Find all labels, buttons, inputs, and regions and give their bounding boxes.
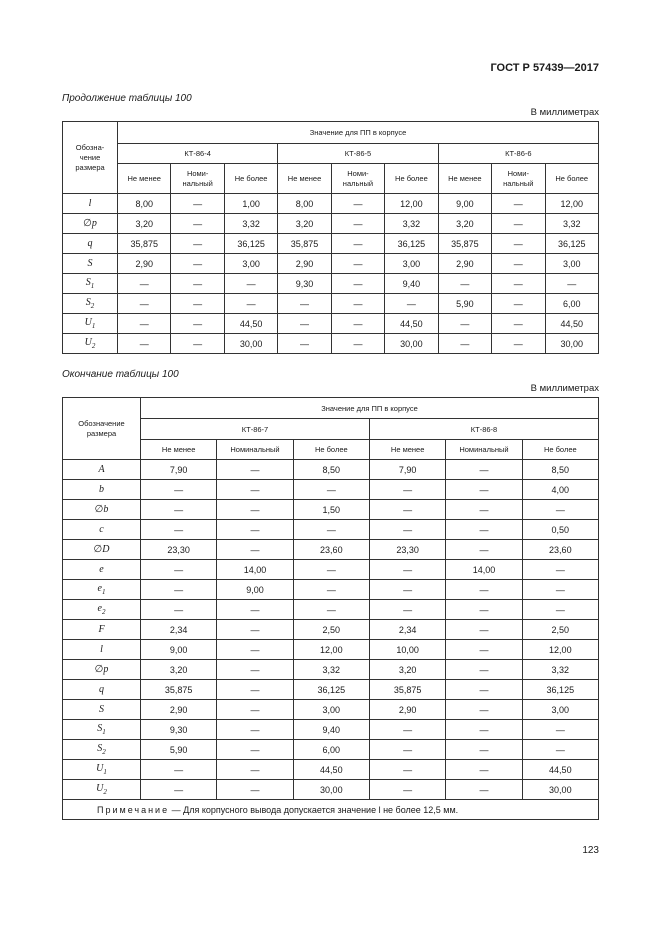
parameter-name: [63, 254, 118, 274]
table-cell: 2,50: [293, 620, 369, 640]
table-row: [63, 480, 599, 500]
table-cell: —: [217, 700, 293, 720]
table-cell: 35,875: [118, 234, 171, 254]
table-row: [63, 214, 599, 234]
page-number: 123: [582, 845, 599, 856]
table-row: [63, 640, 599, 660]
table-cell: —: [492, 194, 545, 214]
table-cell: 35,875: [141, 680, 217, 700]
parameter-symbol: S: [99, 704, 104, 715]
parameter-subscript: 1: [101, 588, 106, 596]
parameter-symbol: q: [99, 684, 104, 695]
table-cell: 23,60: [522, 540, 598, 560]
table-row: [63, 580, 599, 600]
table-cell: 3,20: [118, 214, 171, 234]
table-cell: —: [492, 214, 545, 234]
parameter-name: [63, 620, 141, 640]
parameter-subscript: 2: [101, 608, 106, 616]
table-cell: —: [446, 620, 522, 640]
table-row: [63, 314, 599, 334]
table-cell: 9,40: [385, 274, 438, 294]
parameter-symbol: U: [84, 317, 92, 328]
table-cell: —: [293, 480, 369, 500]
diameter-symbol: ∅: [94, 504, 104, 515]
table-row: [63, 780, 599, 800]
table-cell: 2,34: [141, 620, 217, 640]
table-cell: —: [118, 334, 171, 354]
parameter-name: [63, 720, 141, 740]
table1-subheader: Номи- нальный: [171, 164, 224, 194]
table-cell: 2,34: [369, 620, 445, 640]
table-cell: —: [522, 560, 598, 580]
table1-subheader: Не более: [545, 164, 599, 194]
table-cell: 1,50: [293, 500, 369, 520]
table-cell: 36,125: [545, 234, 599, 254]
table-cell: 30,00: [385, 334, 438, 354]
diameter-symbol: ∅: [93, 544, 103, 555]
table2-units: В миллиметрах: [530, 383, 599, 394]
table-cell: 2,90: [141, 700, 217, 720]
table-cell: 30,00: [522, 780, 598, 800]
standard-header: ГОСТ Р 57439—2017: [490, 62, 599, 74]
table1-group-header: Значение для ПП в корпусе: [118, 122, 599, 144]
table-cell: 3,00: [385, 254, 438, 274]
table-cell: 3,00: [224, 254, 277, 274]
table-cell: 35,875: [278, 234, 331, 254]
diameter-symbol: ∅: [94, 664, 104, 675]
table-cell: 2,90: [369, 700, 445, 720]
parameter-symbol: b: [103, 504, 109, 515]
table-cell: —: [331, 334, 384, 354]
table-cell: —: [492, 334, 545, 354]
table-cell: 12,00: [385, 194, 438, 214]
parameter-name: [63, 314, 118, 334]
table1-subheader: Номи- нальный: [492, 164, 545, 194]
diameter-symbol: ∅: [83, 218, 92, 229]
parameter-symbol: S: [97, 723, 103, 734]
parameter-name: [63, 520, 141, 540]
table-cell: —: [217, 520, 293, 540]
table-cell: —: [171, 214, 224, 234]
table2-subheader: Номинальный: [217, 440, 293, 460]
parameter-symbol: b: [99, 484, 104, 495]
table-cell: —: [331, 294, 384, 314]
table-cell: —: [446, 640, 522, 660]
table-cell: —: [278, 314, 331, 334]
table-cell: 5,90: [141, 740, 217, 760]
table-cell: —: [171, 234, 224, 254]
table-cell: —: [141, 600, 217, 620]
table-cell: 3,00: [522, 700, 598, 720]
table-cell: —: [522, 500, 598, 520]
table-cell: 3,32: [545, 214, 599, 234]
table2: [62, 397, 599, 820]
table2-package-header: КТ-86-8: [369, 419, 598, 440]
table-cell: —: [446, 460, 522, 480]
table1-units: В миллиметрах: [530, 107, 599, 118]
table-cell: 5,90: [438, 294, 491, 314]
table-row: [63, 294, 599, 314]
table-cell: —: [446, 700, 522, 720]
parameter-name: [63, 680, 141, 700]
table-cell: 2,90: [438, 254, 491, 274]
parameter-name: [63, 500, 141, 520]
parameter-name: [63, 660, 141, 680]
parameter-subscript: 2: [90, 302, 95, 310]
table-cell: —: [171, 274, 224, 294]
table-row: [63, 760, 599, 780]
table-row: [63, 600, 599, 620]
table-cell: —: [438, 314, 491, 334]
table-row: [63, 660, 599, 680]
table-cell: 44,50: [293, 760, 369, 780]
table-cell: —: [293, 580, 369, 600]
table-cell: 3,32: [224, 214, 277, 234]
table-cell: —: [522, 720, 598, 740]
table-cell: 36,125: [522, 680, 598, 700]
table-cell: 12,00: [522, 640, 598, 660]
table-cell: —: [331, 314, 384, 334]
table-cell: 3,20: [141, 660, 217, 680]
table-cell: —: [492, 234, 545, 254]
table-cell: 36,125: [224, 234, 277, 254]
table-cell: —: [224, 274, 277, 294]
table1-subheader: Не более: [224, 164, 277, 194]
table-cell: 8,50: [293, 460, 369, 480]
table-cell: —: [171, 254, 224, 274]
table-cell: 44,50: [224, 314, 277, 334]
table-cell: 7,90: [369, 460, 445, 480]
parameter-name: [63, 700, 141, 720]
table-cell: —: [446, 600, 522, 620]
table-cell: —: [141, 480, 217, 500]
table-cell: 30,00: [545, 334, 599, 354]
table2-group-header: Значение для ПП в корпусе: [141, 398, 599, 419]
table-cell: 3,20: [278, 214, 331, 234]
table-cell: 12,00: [293, 640, 369, 660]
table-cell: —: [141, 520, 217, 540]
parameter-symbol: e: [99, 564, 104, 575]
table-cell: 35,875: [438, 234, 491, 254]
table-cell: —: [492, 254, 545, 274]
table-cell: —: [331, 274, 384, 294]
table-cell: 3,20: [369, 660, 445, 680]
parameter-name: [63, 760, 141, 780]
table-cell: 3,00: [293, 700, 369, 720]
table-row: [63, 194, 599, 214]
parameter-name: [63, 640, 141, 660]
table1-package-header: КТ-86-4: [118, 144, 278, 164]
parameter-symbol: U: [84, 337, 92, 348]
table-cell: 8,50: [522, 460, 598, 480]
table1-caption: Продолжение таблицы 100: [62, 93, 192, 104]
parameter-subscript: 1: [102, 728, 106, 736]
parameter-symbol: c: [99, 524, 104, 535]
table-cell: 8,00: [118, 194, 171, 214]
table-cell: —: [141, 760, 217, 780]
table-cell: 3,32: [385, 214, 438, 234]
table-cell: 36,125: [293, 680, 369, 700]
table-cell: —: [217, 760, 293, 780]
parameter-name: [63, 600, 141, 620]
table-cell: 9,30: [278, 274, 331, 294]
table-row: [63, 254, 599, 274]
parameter-subscript: 1: [90, 282, 95, 290]
table-cell: 2,90: [278, 254, 331, 274]
parameter-name: [63, 214, 118, 234]
parameter-name: [63, 740, 141, 760]
table-cell: —: [369, 580, 445, 600]
table-cell: —: [331, 234, 384, 254]
parameter-symbol: S: [87, 258, 93, 269]
table-cell: —: [438, 274, 491, 294]
table-cell: 9,30: [141, 720, 217, 740]
table-cell: —: [118, 274, 171, 294]
table-cell: —: [522, 580, 598, 600]
table-cell: —: [217, 460, 293, 480]
table-cell: 9,00: [217, 580, 293, 600]
table-cell: 4,00: [522, 480, 598, 500]
table-cell: —: [446, 480, 522, 500]
table-cell: 9,00: [141, 640, 217, 660]
parameter-symbol: A: [98, 464, 105, 475]
table-cell: —: [217, 740, 293, 760]
table-cell: —: [217, 600, 293, 620]
table-row: [63, 680, 599, 700]
parameter-name: [63, 234, 118, 254]
parameter-name: [63, 460, 141, 480]
table-cell: 44,50: [522, 760, 598, 780]
table-cell: 6,00: [293, 740, 369, 760]
parameter-symbol: p: [103, 664, 109, 675]
table-cell: —: [369, 520, 445, 540]
table-cell: 2,50: [522, 620, 598, 640]
table1-package-header: КТ-86-5: [278, 144, 438, 164]
table-cell: —: [369, 600, 445, 620]
table-cell: —: [278, 334, 331, 354]
table-cell: —: [278, 294, 331, 314]
parameter-subscript: 2: [102, 748, 106, 756]
parameter-subscript: 2: [91, 342, 96, 350]
parameter-symbol: e: [97, 583, 102, 594]
table-cell: —: [141, 780, 217, 800]
table-cell: —: [331, 214, 384, 234]
table-row: [63, 500, 599, 520]
parameter-subscript: 1: [91, 322, 96, 330]
table-row: [63, 620, 599, 640]
table-cell: —: [141, 580, 217, 600]
table1-param-header: Обозна- чение размера: [63, 122, 118, 194]
note-text: — Для корпусного вывода допускается значение l не более 12,5 мм.: [169, 804, 459, 815]
table-cell: —: [492, 274, 545, 294]
table-row: [63, 560, 599, 580]
table-row: [63, 460, 599, 480]
table-cell: 14,00: [217, 560, 293, 580]
table-cell: —: [446, 680, 522, 700]
parameter-name: [63, 334, 118, 354]
table-cell: —: [217, 620, 293, 640]
table-row: [63, 700, 599, 720]
table-cell: —: [224, 294, 277, 314]
table-row: [63, 274, 599, 294]
table-cell: —: [171, 314, 224, 334]
table-cell: 35,875: [369, 680, 445, 700]
table-cell: —: [118, 294, 171, 314]
table-cell: —: [217, 780, 293, 800]
table-cell: 23,30: [369, 540, 445, 560]
table-cell: —: [293, 560, 369, 580]
table-cell: —: [141, 500, 217, 520]
table-cell: 23,30: [141, 540, 217, 560]
table1-subheader: Номи- нальный: [331, 164, 384, 194]
table-cell: —: [217, 640, 293, 660]
table-cell: 23,60: [293, 540, 369, 560]
table1-subheader: Не менее: [438, 164, 491, 194]
table-cell: —: [446, 720, 522, 740]
table2-subheader: Не более: [522, 440, 598, 460]
parameter-symbol: F: [98, 624, 105, 635]
table-cell: —: [217, 480, 293, 500]
table-cell: —: [446, 780, 522, 800]
table1-package-header: КТ-86-6: [438, 144, 598, 164]
table2-caption: Окончание таблицы 100: [62, 369, 179, 380]
parameter-symbol: D: [102, 544, 110, 555]
table-cell: —: [385, 294, 438, 314]
table-note-row: [63, 800, 599, 820]
table-cell: —: [171, 334, 224, 354]
table2-param-header: Обозначение размера: [63, 398, 141, 460]
table1: [62, 121, 599, 354]
parameter-name: [63, 194, 118, 214]
parameter-symbol: S: [97, 743, 103, 754]
table1-subheader: Не более: [385, 164, 438, 194]
table-cell: —: [369, 480, 445, 500]
table-cell: 30,00: [293, 780, 369, 800]
table-cell: —: [331, 254, 384, 274]
table-row: [63, 720, 599, 740]
parameter-name: [63, 540, 141, 560]
table-cell: 6,00: [545, 294, 599, 314]
table-cell: —: [369, 740, 445, 760]
table-cell: 36,125: [385, 234, 438, 254]
table-cell: 8,00: [278, 194, 331, 214]
table1-subheader: Не менее: [118, 164, 171, 194]
table-cell: 3,20: [438, 214, 491, 234]
table-cell: —: [293, 520, 369, 540]
table-cell: —: [438, 334, 491, 354]
parameter-symbol: S: [85, 297, 91, 308]
table-cell: —: [217, 500, 293, 520]
parameter-name: [63, 580, 141, 600]
table-cell: 44,50: [385, 314, 438, 334]
table2-package-header: КТ-86-7: [141, 419, 370, 440]
table-cell: 1,00: [224, 194, 277, 214]
table-cell: 3,00: [545, 254, 599, 274]
table2-subheader: Не менее: [369, 440, 445, 460]
table-cell: —: [369, 560, 445, 580]
table-note: [63, 800, 599, 820]
table-cell: —: [446, 500, 522, 520]
table-cell: 0,50: [522, 520, 598, 540]
table-row: [63, 234, 599, 254]
table-row: [63, 334, 599, 354]
parameter-name: [63, 294, 118, 314]
parameter-symbol: U: [96, 783, 104, 794]
table-cell: —: [446, 740, 522, 760]
table-cell: —: [369, 720, 445, 740]
table-cell: —: [369, 760, 445, 780]
parameter-name: [63, 480, 141, 500]
table-cell: —: [141, 560, 217, 580]
parameter-symbol: e: [97, 603, 102, 614]
table-cell: —: [171, 294, 224, 314]
parameter-name: [63, 780, 141, 800]
table-cell: 44,50: [545, 314, 599, 334]
table-row: [63, 520, 599, 540]
table-cell: —: [217, 660, 293, 680]
table-cell: —: [118, 314, 171, 334]
table-cell: —: [369, 780, 445, 800]
table-cell: —: [369, 500, 445, 520]
parameter-symbol: l: [100, 644, 103, 655]
table-cell: 7,90: [141, 460, 217, 480]
table-cell: —: [545, 274, 599, 294]
table-cell: —: [492, 294, 545, 314]
table-cell: —: [293, 600, 369, 620]
parameter-symbol: S: [85, 277, 91, 288]
parameter-subscript: 2: [103, 788, 107, 796]
parameter-symbol: U: [96, 763, 104, 774]
table-cell: —: [446, 540, 522, 560]
table-cell: —: [217, 540, 293, 560]
parameter-subscript: 1: [103, 768, 107, 776]
table1-subheader: Не менее: [278, 164, 331, 194]
table-cell: 12,00: [545, 194, 599, 214]
table-cell: 9,40: [293, 720, 369, 740]
note-label: Примечание: [97, 804, 170, 815]
table-cell: 2,90: [118, 254, 171, 274]
table-cell: —: [331, 194, 384, 214]
table-cell: —: [446, 580, 522, 600]
table-cell: —: [446, 660, 522, 680]
table-cell: 30,00: [224, 334, 277, 354]
parameter-symbol: l: [88, 198, 92, 209]
table-cell: 3,32: [293, 660, 369, 680]
table-row: [63, 740, 599, 760]
parameter-name: [63, 560, 141, 580]
table2-subheader: Не более: [293, 440, 369, 460]
table-cell: —: [522, 600, 598, 620]
table-cell: —: [217, 680, 293, 700]
table-cell: 3,32: [522, 660, 598, 680]
table-cell: —: [446, 760, 522, 780]
table-cell: —: [217, 720, 293, 740]
parameter-symbol: p: [91, 218, 97, 229]
parameter-symbol: q: [87, 238, 93, 249]
table-row: [63, 540, 599, 560]
table-cell: —: [492, 314, 545, 334]
table2-subheader: Не менее: [141, 440, 217, 460]
table-cell: 10,00: [369, 640, 445, 660]
parameter-name: [63, 274, 118, 294]
table2-subheader: Номинальный: [446, 440, 522, 460]
table-cell: —: [446, 520, 522, 540]
table-cell: 9,00: [438, 194, 491, 214]
table-cell: —: [522, 740, 598, 760]
table-cell: —: [171, 194, 224, 214]
table-cell: 14,00: [446, 560, 522, 580]
